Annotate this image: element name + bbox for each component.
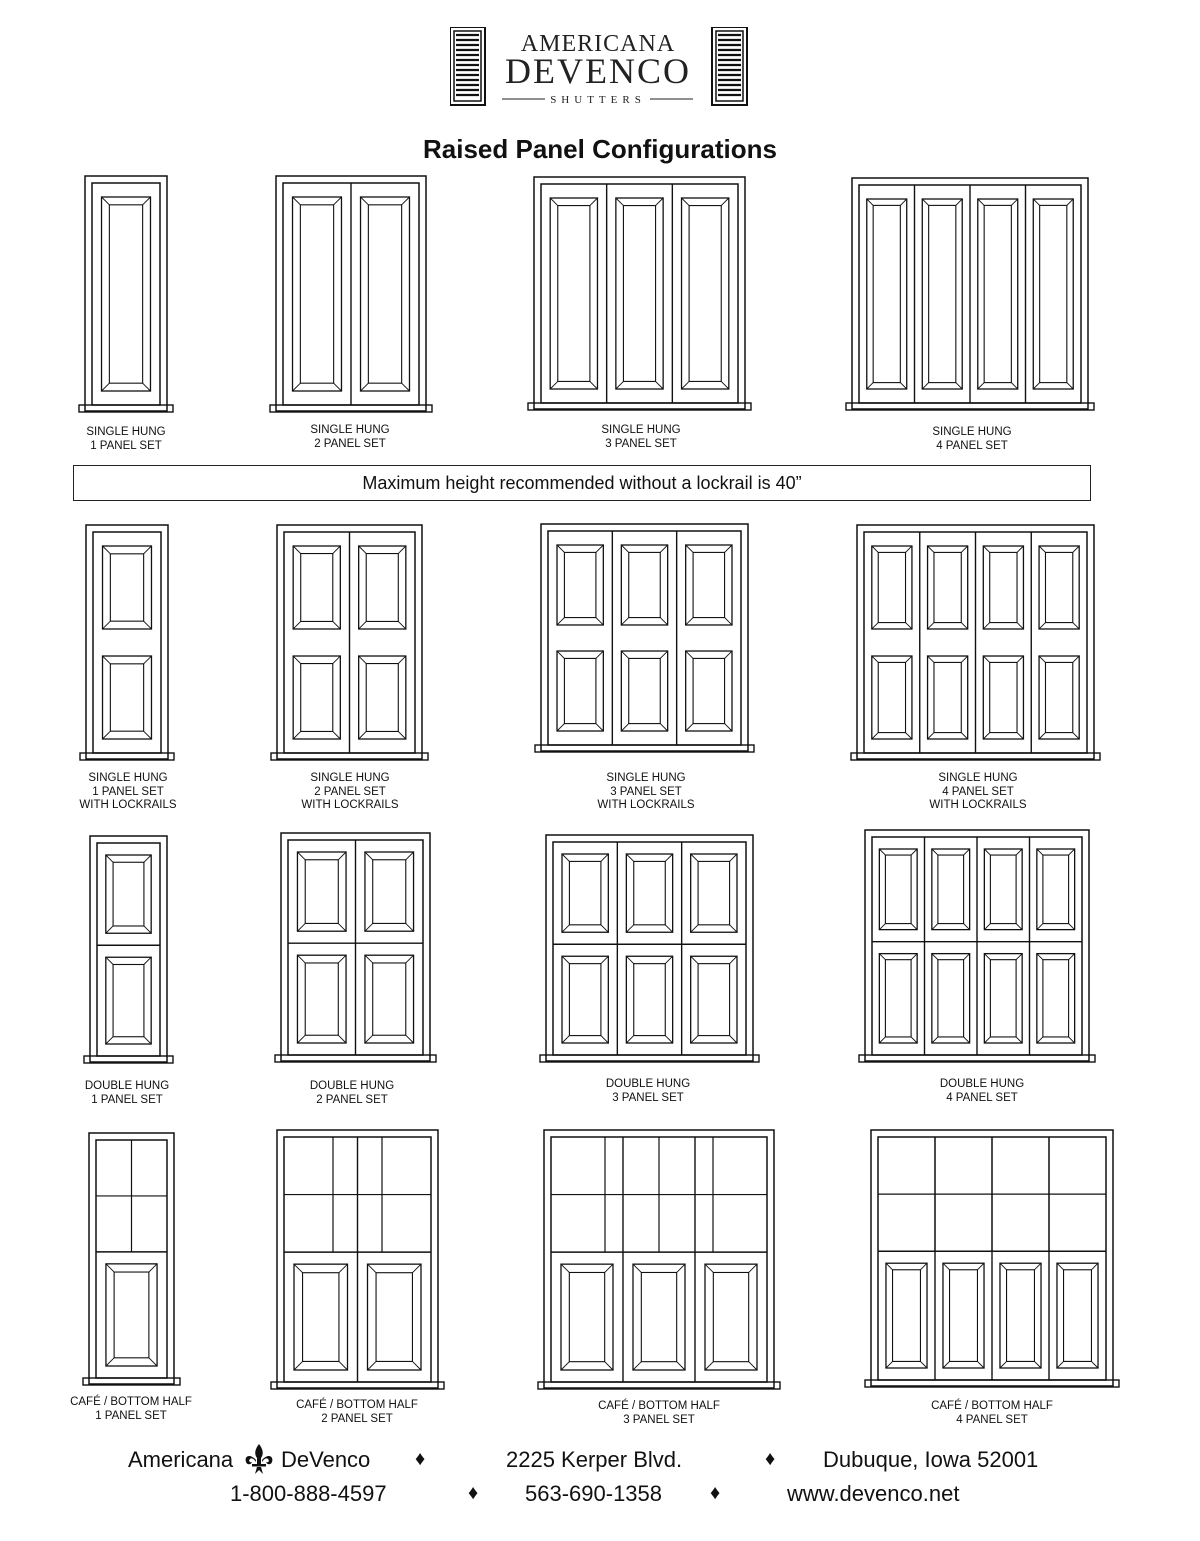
caption-row4-col1: CAFÉ / BOTTOM HALF 1 PANEL SET — [70, 1396, 192, 1422]
window-lock-1 — [80, 525, 174, 760]
caption-row1-col4: SINGLE HUNG 4 PANEL SET — [932, 426, 1012, 452]
window-lock-2 — [271, 525, 428, 760]
caption-row2-col2: SINGLE HUNG 2 PANEL SET WITH LOCKRAILS — [301, 772, 399, 811]
caption-row3-col4: DOUBLE HUNG 4 PANEL SET — [939, 1078, 1025, 1104]
diamond-separator-icon: ♦ — [710, 1482, 721, 1504]
caption-row1-col1: SINGLE HUNG 1 PANEL SET — [86, 426, 166, 452]
caption-row3-col2: DOUBLE HUNG 2 PANEL SET — [309, 1080, 395, 1106]
logo-line-americana: AMERICANA — [520, 31, 676, 57]
diamond-separator-icon: ♦ — [468, 1482, 479, 1504]
window-double-4 — [859, 830, 1095, 1062]
page-title: Raised Panel Configurations — [423, 134, 777, 164]
logo-line-devenco: DEVENCO — [505, 51, 691, 91]
footer-phone-tollfree: 1-800-888-4597 — [230, 1481, 387, 1506]
caption-row2-col4: SINGLE HUNG 4 PANEL SET WITH LOCKRAILS — [929, 772, 1027, 811]
caption-row2-col1: SINGLE HUNG 1 PANEL SET WITH LOCKRAILS — [79, 772, 177, 811]
footer-city: Dubuque, Iowa 52001 — [823, 1447, 1039, 1472]
window-cafe-4 — [865, 1130, 1119, 1387]
window-double-2 — [275, 833, 436, 1062]
footer-company-a: Americana — [128, 1447, 234, 1472]
window-single-3 — [528, 177, 751, 410]
footer-phone-local: 563-690-1358 — [525, 1481, 663, 1506]
caption-row4-col3: CAFÉ / BOTTOM HALF 3 PANEL SET — [598, 1400, 720, 1426]
diamond-separator-icon: ♦ — [415, 1448, 426, 1470]
footer-website[interactable]: www.devenco.net — [787, 1481, 960, 1506]
window-single-2 — [270, 176, 432, 412]
caption-row4-col4: CAFÉ / BOTTOM HALF 4 PANEL SET — [931, 1400, 1053, 1426]
caption-row3-col3: DOUBLE HUNG 3 PANEL SET — [605, 1078, 691, 1104]
fleur-de-lis-icon — [244, 1443, 274, 1475]
caption-row2-col3: SINGLE HUNG 3 PANEL SET WITH LOCKRAILS — [597, 772, 695, 811]
window-cafe-1 — [83, 1133, 180, 1385]
window-lock-4 — [851, 525, 1100, 760]
footer-company-b: DeVenco — [281, 1447, 371, 1472]
window-double-1 — [84, 836, 173, 1063]
window-cafe-3 — [538, 1130, 780, 1389]
window-lock-3 — [535, 524, 754, 752]
caption-row1-col3: SINGLE HUNG 3 PANEL SET — [601, 424, 681, 450]
diamond-separator-icon: ♦ — [765, 1448, 776, 1470]
window-single-1 — [79, 176, 173, 412]
footer-address: 2225 Kerper Blvd. — [506, 1447, 683, 1472]
window-double-3 — [540, 835, 759, 1062]
caption-row3-col1: DOUBLE HUNG 1 PANEL SET — [84, 1080, 170, 1106]
window-cafe-2 — [271, 1130, 444, 1389]
logo-line-shutters: SHUTTERS — [550, 94, 646, 106]
lockrail-note: Maximum height recommended without a lockrail is 40” — [73, 465, 1091, 501]
window-single-4 — [846, 178, 1094, 410]
caption-row1-col2: SINGLE HUNG 2 PANEL SET — [310, 424, 390, 450]
caption-row4-col2: CAFÉ / BOTTOM HALF 2 PANEL SET — [296, 1399, 418, 1425]
